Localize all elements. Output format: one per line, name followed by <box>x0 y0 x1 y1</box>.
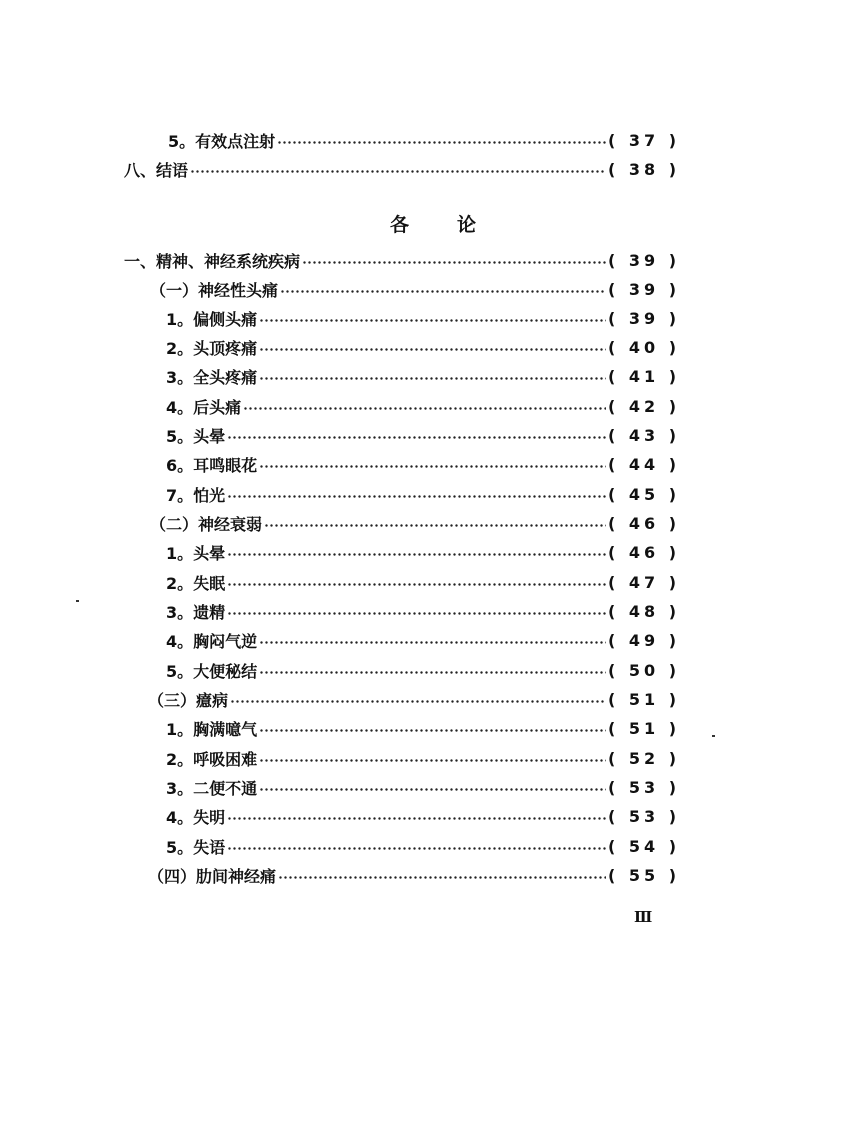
toc-entry-title: 4。失明 <box>166 807 226 827</box>
toc-entry <box>166 804 681 828</box>
toc-entry <box>166 834 681 858</box>
page-number-folio: Ⅲ <box>634 908 653 926</box>
toc-entry-title: 7。怕光 <box>166 485 226 505</box>
toc-entry <box>166 599 681 623</box>
toc-entry-title: （二）神经衰弱 <box>150 514 263 534</box>
dot-leader <box>259 661 606 679</box>
dot-leader <box>227 807 606 825</box>
toc-entry <box>124 157 681 181</box>
toc-entry-page: ( 54 ) <box>608 836 681 856</box>
toc-entry-title: 4。胸闷气逆 <box>166 631 258 651</box>
toc-entry-title: 3。遗精 <box>166 602 226 622</box>
toc-entry <box>166 452 681 476</box>
toc-entry-page: ( 53 ) <box>608 806 681 826</box>
toc-entry-title: 1。偏侧头痛 <box>166 309 258 329</box>
toc-entry-title: 5。有效点注射 <box>168 131 276 151</box>
toc-entry-page: ( 43 ) <box>608 425 681 445</box>
dot-leader <box>259 749 606 767</box>
dot-leader <box>243 397 606 415</box>
toc-entry-title: 5。失语 <box>166 837 226 857</box>
toc-entry <box>166 746 681 770</box>
dot-leader <box>280 280 606 298</box>
dot-leader <box>259 338 606 356</box>
toc-entry <box>166 394 681 418</box>
toc-entry-page: ( 44 ) <box>608 454 681 474</box>
dot-leader <box>278 866 606 884</box>
dot-leader <box>227 485 606 503</box>
toc-entry-page: ( 51 ) <box>608 689 681 709</box>
toc-entry <box>166 775 681 799</box>
toc-entry-title: 6。耳鸣眼花 <box>166 455 258 475</box>
toc-entry-title: （三）癔病 <box>148 690 229 710</box>
toc-entry-page: ( 39 ) <box>608 279 681 299</box>
toc-entry <box>148 687 681 711</box>
toc-entry-page: ( 51 ) <box>608 718 681 738</box>
toc-entry-page: ( 53 ) <box>608 777 681 797</box>
toc-entry-page: ( 55 ) <box>608 865 681 885</box>
dot-leader <box>259 778 606 796</box>
toc-entry-page: ( 45 ) <box>608 484 681 504</box>
toc-entry-page: ( 40 ) <box>608 337 681 357</box>
toc-entry <box>148 863 681 887</box>
toc-entry-title: 3。二便不通 <box>166 778 258 798</box>
dot-leader <box>302 251 606 269</box>
dot-leader <box>264 514 606 532</box>
toc-entry-title: 1。头晕 <box>166 543 226 563</box>
toc-entry-title: 5。头晕 <box>166 426 226 446</box>
toc-entry-page: ( 46 ) <box>608 513 681 533</box>
toc-entry-title: 一、精神、神经系统疾病 <box>124 251 301 271</box>
dot-leader <box>227 426 606 444</box>
toc-entry-page: ( 38 ) <box>608 159 681 179</box>
toc-entry <box>166 364 681 388</box>
dot-leader <box>230 690 606 708</box>
toc-entry-page: ( 48 ) <box>608 601 681 621</box>
toc-entry-page: ( 52 ) <box>608 748 681 768</box>
toc-entry-title: （四）肋间神经痛 <box>148 866 277 886</box>
toc-entry <box>166 482 681 506</box>
toc-entry <box>166 658 681 682</box>
toc-entry <box>166 628 681 652</box>
toc-entry-title: 1。胸满噫气 <box>166 719 258 739</box>
toc-entry <box>168 128 681 152</box>
toc-entry-page: ( 37 ) <box>608 130 681 150</box>
toc-entry-page: ( 50 ) <box>608 660 681 680</box>
toc-entry <box>166 423 681 447</box>
dot-leader <box>227 602 606 620</box>
toc-entry-page: ( 41 ) <box>608 366 681 386</box>
dot-leader <box>259 367 606 385</box>
toc-entry <box>166 335 681 359</box>
dot-leader <box>227 837 606 855</box>
toc-entry-page: ( 39 ) <box>608 308 681 328</box>
dot-leader <box>259 719 606 737</box>
dot-leader <box>190 160 606 178</box>
toc-entry-title: 八、结语 <box>124 160 189 180</box>
section-heading: 各论 <box>389 214 524 236</box>
dot-leader <box>277 131 606 149</box>
toc-entry-page: ( 46 ) <box>608 542 681 562</box>
scan-speck <box>712 735 715 737</box>
toc-entry-title: 4。后头痛 <box>166 397 242 417</box>
toc-entry-page: ( 42 ) <box>608 396 681 416</box>
toc-entry-page: ( 49 ) <box>608 630 681 650</box>
toc-entry-title: 2。头顶疼痛 <box>166 338 258 358</box>
toc-entry <box>124 248 681 272</box>
toc-entry <box>166 716 681 740</box>
toc-entry <box>166 540 681 564</box>
toc-entry-page: ( 47 ) <box>608 572 681 592</box>
toc-entry <box>150 277 681 301</box>
toc-entry-title: 5。大便秘结 <box>166 661 258 681</box>
toc-entry <box>150 511 681 535</box>
dot-leader <box>259 309 606 327</box>
dot-leader <box>227 573 606 591</box>
dot-leader <box>259 631 606 649</box>
toc-entry-title: 2。失眠 <box>166 573 226 593</box>
toc-entry-page: ( 39 ) <box>608 250 681 270</box>
toc-entry-title: 3。全头疼痛 <box>166 367 258 387</box>
dot-leader <box>227 543 606 561</box>
toc-entry-title: 2。呼吸困难 <box>166 749 258 769</box>
toc-entry <box>166 570 681 594</box>
toc-entry-title: （一）神经性头痛 <box>150 280 279 300</box>
scan-speck <box>76 600 79 602</box>
dot-leader <box>259 455 606 473</box>
toc-entry <box>166 306 681 330</box>
